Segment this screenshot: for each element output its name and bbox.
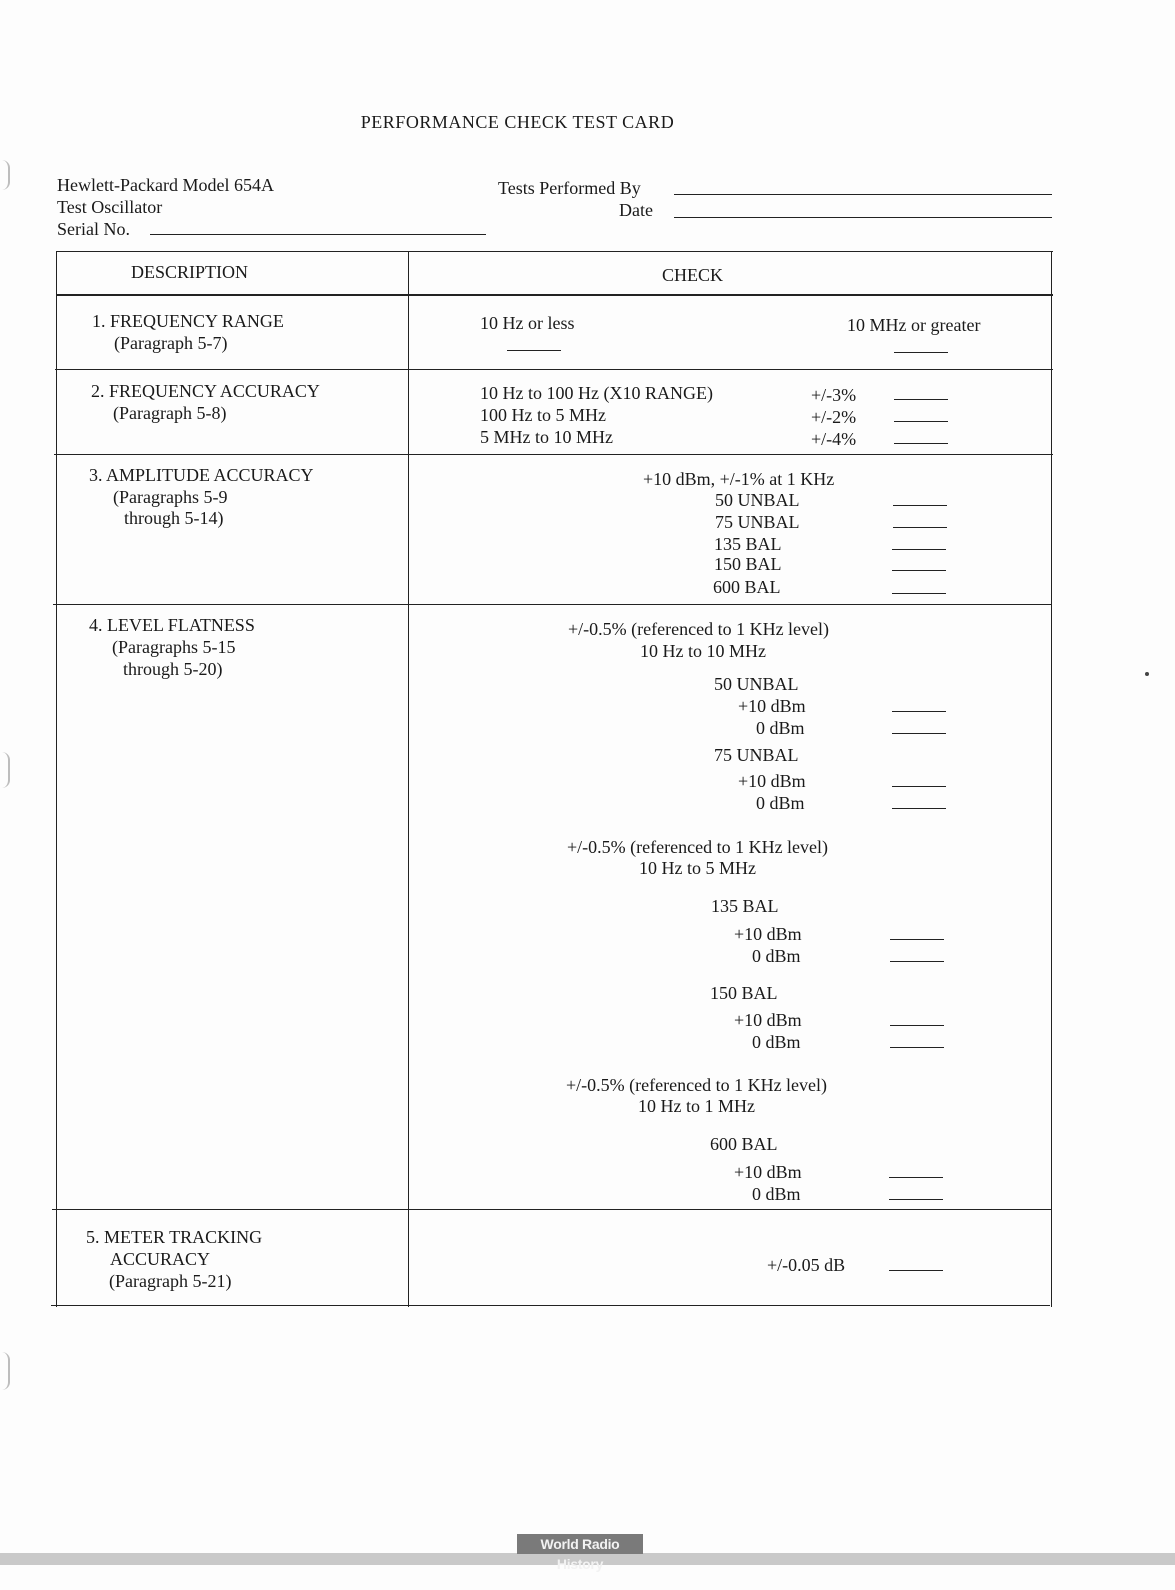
s5-title-2: ACCURACY: [110, 1249, 211, 1269]
s2-check-3[interactable]: [894, 443, 948, 444]
s4-range-2: 10 Hz to 5 MHz: [639, 858, 756, 878]
s3-output-50: 50 UNBAL: [715, 490, 800, 510]
s4-output-135: 135 BAL: [711, 896, 779, 916]
table-header-divider: [56, 294, 1053, 296]
s4-paragraph-2: through 5-20): [123, 659, 223, 679]
s1-title: 1. FREQUENCY RANGE: [92, 311, 284, 331]
s4-75-level-lo: 0 dBm: [756, 793, 805, 813]
s2-paragraph: (Paragraph 5-8): [113, 403, 227, 423]
s4-600-check-lo[interactable]: [889, 1199, 943, 1200]
s3-check-75[interactable]: [893, 527, 947, 528]
s4-range-1: 10 Hz to 10 MHz: [640, 641, 766, 661]
s3-spec: +10 dBm, +/-1% at 1 KHz: [643, 469, 835, 489]
row-divider-4: [52, 1209, 1051, 1210]
s2-title: 2. FREQUENCY ACCURACY: [91, 381, 320, 401]
s2-range-2: 100 Hz to 5 MHz: [480, 405, 606, 425]
s4-output-50: 50 UNBAL: [714, 674, 799, 694]
s4-paragraph-1: (Paragraphs 5-15: [112, 637, 236, 657]
s3-output-75: 75 UNBAL: [715, 512, 800, 532]
s4-75-level-hi: +10 dBm: [738, 771, 806, 791]
table-border-bottom: [51, 1305, 1050, 1306]
watermark: World Radio History: [517, 1534, 643, 1554]
s1-low-check[interactable]: [507, 350, 561, 351]
row-divider-3: [53, 604, 1052, 605]
s4-range-3: 10 Hz to 1 MHz: [638, 1096, 755, 1116]
s3-check-600[interactable]: [892, 593, 946, 594]
column-header-description: DESCRIPTION: [131, 262, 249, 282]
s5-paragraph: (Paragraph 5-21): [109, 1271, 232, 1291]
s4-spec-3: +/-0.5% (referenced to 1 KHz level): [566, 1075, 828, 1095]
table-border-right: [1051, 251, 1052, 1307]
s4-135-level-lo: 0 dBm: [752, 946, 801, 966]
s4-135-level-hi: +10 dBm: [734, 924, 802, 944]
s4-150-check-hi[interactable]: [890, 1025, 944, 1026]
s4-75-check-lo[interactable]: [892, 808, 946, 809]
s3-output-150: 150 BAL: [714, 554, 782, 574]
binding-mark-top: [0, 160, 10, 190]
s3-check-150[interactable]: [892, 570, 946, 571]
s2-tol-3: +/-4%: [811, 429, 857, 449]
s4-135-check-lo[interactable]: [890, 961, 944, 962]
table-border-top: [56, 251, 1053, 252]
s3-paragraph-2: through 5-14): [124, 508, 224, 528]
s4-135-check-hi[interactable]: [890, 939, 944, 940]
model-label: Hewlett-Packard Model 654A: [57, 175, 274, 195]
s4-50-level-lo: 0 dBm: [756, 718, 805, 738]
s4-600-check-hi[interactable]: [889, 1177, 943, 1178]
s4-spec-1: +/-0.5% (referenced to 1 KHz level): [568, 619, 830, 639]
date-field[interactable]: [674, 217, 1052, 218]
s3-check-50[interactable]: [893, 505, 947, 506]
column-header-check: CHECK: [662, 265, 724, 285]
s2-range-3: 5 MHz to 10 MHz: [480, 427, 613, 447]
s5-tol: +/-0.05 dB: [767, 1255, 846, 1275]
s2-range-1: 10 Hz to 100 Hz (X10 RANGE): [480, 383, 713, 403]
s4-output-75: 75 UNBAL: [714, 745, 799, 765]
serial-field[interactable]: [150, 234, 486, 235]
binding-mark-middle: [0, 752, 10, 788]
date-label: Date: [619, 200, 653, 220]
s4-150-level-hi: +10 dBm: [734, 1010, 802, 1030]
instrument-label: Test Oscillator: [57, 197, 163, 217]
s4-50-check-lo[interactable]: [892, 733, 946, 734]
table-border-left: [56, 251, 57, 1307]
row-divider-2: [54, 454, 1053, 455]
s4-spec-2: +/-0.5% (referenced to 1 KHz level): [567, 837, 829, 857]
performed-by-field[interactable]: [674, 194, 1052, 195]
serial-label: Serial No.: [57, 219, 130, 239]
speck: [1145, 672, 1149, 676]
column-divider: [408, 251, 409, 1307]
s5-check[interactable]: [889, 1270, 943, 1271]
s1-low-label: 10 Hz or less: [480, 313, 575, 333]
s1-paragraph: (Paragraph 5-7): [114, 333, 228, 353]
s4-50-level-hi: +10 dBm: [738, 696, 806, 716]
s3-output-135: 135 BAL: [714, 534, 782, 554]
s4-50-check-hi[interactable]: [892, 711, 946, 712]
s1-high-label: 10 MHz or greater: [847, 315, 981, 335]
s4-title: 4. LEVEL FLATNESS: [89, 615, 255, 635]
performed-by-label: Tests Performed By: [498, 178, 641, 198]
s4-75-check-hi[interactable]: [892, 786, 946, 787]
s2-check-2[interactable]: [894, 421, 948, 422]
s4-600-level-lo: 0 dBm: [752, 1184, 801, 1204]
page-title: PERFORMANCE CHECK TEST CARD: [360, 112, 675, 132]
s2-tol-2: +/-2%: [811, 407, 857, 427]
s4-output-150: 150 BAL: [710, 983, 778, 1003]
s2-tol-1: +/-3%: [811, 385, 857, 405]
s5-title-1: 5. METER TRACKING: [86, 1227, 263, 1247]
s1-high-check[interactable]: [894, 352, 948, 353]
s2-check-1[interactable]: [894, 399, 948, 400]
s3-paragraph-1: (Paragraphs 5-9: [113, 487, 228, 507]
binding-mark-bottom: [0, 1352, 10, 1390]
s4-150-check-lo[interactable]: [890, 1047, 944, 1048]
s3-title: 3. AMPLITUDE ACCURACY: [89, 465, 314, 485]
s3-check-135[interactable]: [892, 549, 946, 550]
s4-output-600: 600 BAL: [710, 1134, 778, 1154]
row-divider-1: [55, 369, 1053, 370]
s3-output-600: 600 BAL: [713, 577, 781, 597]
s4-150-level-lo: 0 dBm: [752, 1032, 801, 1052]
s4-600-level-hi: +10 dBm: [734, 1162, 802, 1182]
